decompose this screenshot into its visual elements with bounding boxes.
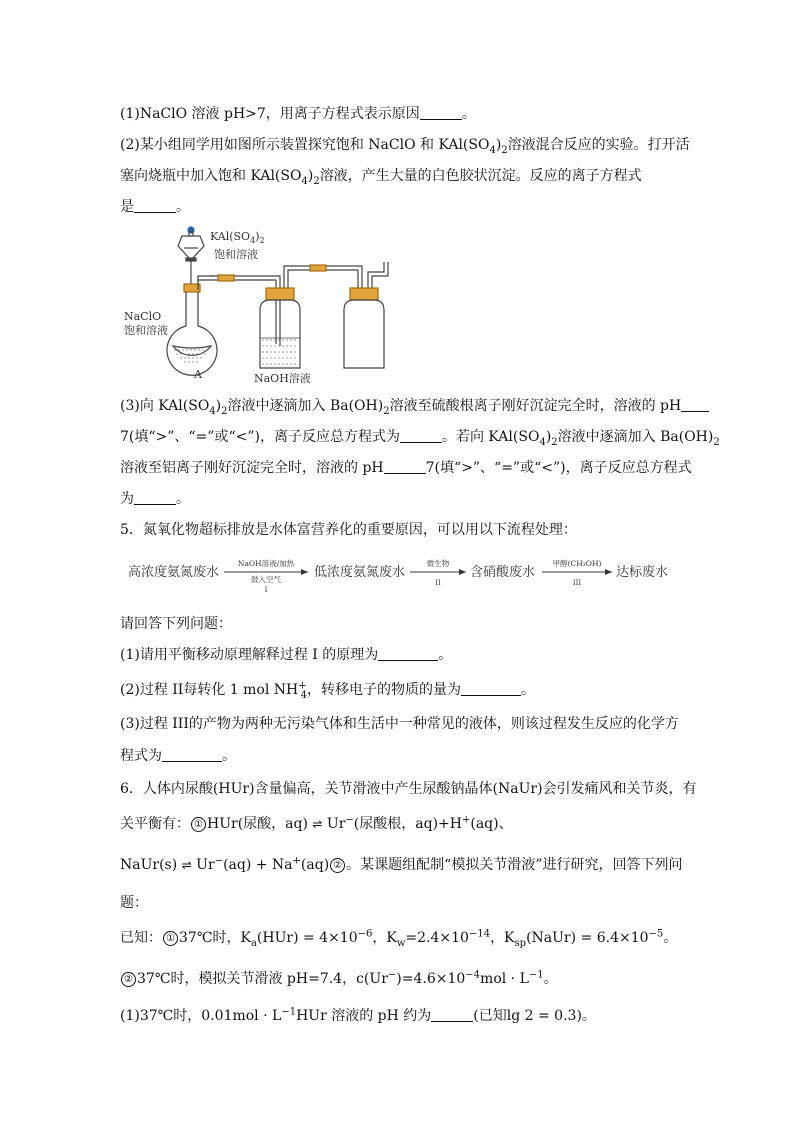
flow-step-low-ammonia: 低浓度氨氮废水 (314, 565, 406, 580)
flow-arrow-2-condition: 微生物 (426, 559, 450, 568)
answer-blank[interactable] (134, 198, 176, 213)
q5-part2: (2)过程 II每转化 1 mol $NH^+_4$，转移电子的物质的量为 。 (120, 680, 536, 701)
flask-label: NaClO (124, 310, 162, 323)
answer-blank[interactable] (384, 459, 426, 474)
answer-blank[interactable] (134, 490, 176, 505)
q4-part2-line1: (2)某小组同学用如图所示装置探究饱和 NaClO 和 $KAl(SO_4)_2$溶液混合反应的实验。打开活 (120, 137, 690, 156)
round-flask (167, 284, 217, 375)
q6-line4: 题： (120, 895, 148, 911)
flow-arrow-2-label: II (435, 579, 441, 587)
flow-arrow-1-condition-2: 鼓入空气 (251, 575, 281, 584)
q4-part1: (1)NaClO 溶液 pH>7，用离子方程式表示原因 。 (120, 106, 476, 122)
answer-blank[interactable] (378, 646, 438, 661)
answer-blank[interactable] (162, 747, 222, 762)
funnel-label: $KAl(SO_4)_2$ (210, 230, 265, 245)
q4-part2-line3: 是 。 (120, 199, 190, 215)
separatory-funnel (178, 227, 204, 286)
flask-solution-label: 饱和溶液 (124, 324, 168, 337)
apparatus-figure (118, 222, 398, 388)
q6-line2: 关平衡有： ① HUr(尿酸，aq) ⇌ Ur−(尿酸根，aq)+H+(aq)、 (120, 814, 513, 832)
q6-part1: (1)37℃时，$0.01mol \cdot L^{-1}HUr$ 溶液的 pH 约为 (已知lg 2 = 0.3)。 (120, 1006, 596, 1024)
q5-part1: (1)请用平衡移动原理解释过程 I 的原理为 。 (120, 647, 453, 663)
flask-tag: A (194, 368, 202, 381)
connecting-tubes (198, 262, 388, 346)
q6-known-1: 已知： ① 37℃时，$K_a(HUr) = 4\times 10^{-6}$，$K_w=2.4\times 10^{-14}$，$K_{sp}(NaUr) = 6.4\times 10^{-5}$。 (120, 928, 678, 949)
q4-part3-line3: 溶液至铝离子刚好沉淀完全时，溶液的 pH 7(填“>”、“=”或“<”)，离子反应总方程式 (120, 460, 692, 476)
q6-line3: NaUr(s) ⇌ Ur−(aq) + Na+(aq) ② 。某课题组配制“模拟关节滑液”进行研究，回答下列问 (120, 855, 683, 873)
q5-prompt: 请回答下列问题： (120, 616, 232, 632)
flow-step-high-ammonia: 高浓度氨氮废水 (128, 565, 220, 580)
flow-arrow-1-label: I (264, 586, 268, 594)
answer-blank[interactable] (400, 428, 442, 443)
q6-known-2: ② 37℃时，模拟关节滑液 pH=7.4，$c(Ur^-)=4.6\times 10^{-4}mol \cdot L^{-1}$。 (120, 969, 680, 989)
flow-arrow-3-condition: 甲醇(CH₃OH) (552, 559, 602, 568)
q5-part3-line2: 程式为 。 (120, 748, 236, 764)
q4-part3-line4: 为 。 (120, 491, 190, 507)
flow-arrow-1-condition: NaOH溶液/加热 (237, 559, 295, 568)
q6-line1: 6．人体内尿酸(HUr)含量偏高，关节滑液中产生尿酸钠晶体(NaUr)会引发痛风和关节炎，有 (120, 781, 697, 797)
funnel-solution-label: 饱和溶液 (214, 248, 258, 261)
flow-step-nitrate: 含硝酸废水 (470, 565, 536, 580)
q5-title: 5．氮氧化物超标排放是水体富营养化的重要原因，可以用以下流程处理： (120, 522, 577, 538)
answer-blank[interactable] (461, 681, 521, 696)
q4-part3-line2: 7(填“>”、“=”或“<”)，离子反应总方程式为 。若向 $KAl(SO_4)_2$溶液中逐滴加入 $Ba(OH)_2$ (120, 429, 720, 448)
answer-blank[interactable] (431, 1007, 473, 1022)
q5-part3-line1: (3)过程 III的产物为两种无污染气体和生活中一种常见的液体，则该过程发生反应的化学方 (120, 716, 679, 732)
answer-blank[interactable] (420, 105, 462, 120)
flow-step-qualified: 达标废水 (616, 565, 669, 580)
bottle-solution-label: NaOH溶液 (254, 372, 311, 385)
q4-part2-line2: 塞向烧瓶中加入饱和 $KAl(SO_4)_2$溶液，产生大量的白色胶状沉淀。反应的离子方程式 (120, 168, 642, 187)
process-flowchart (118, 552, 678, 596)
flow-arrow-3-label: III (572, 579, 582, 587)
q4-part3-line1: (3)向 $KAl(SO_4)_2$溶液中逐滴加入 $Ba(OH)_2$溶液至硫酸根离子刚好沉淀完全时，溶液的 pH (120, 396, 680, 416)
safety-bottle (344, 288, 384, 368)
answer-blank[interactable] (681, 397, 709, 412)
